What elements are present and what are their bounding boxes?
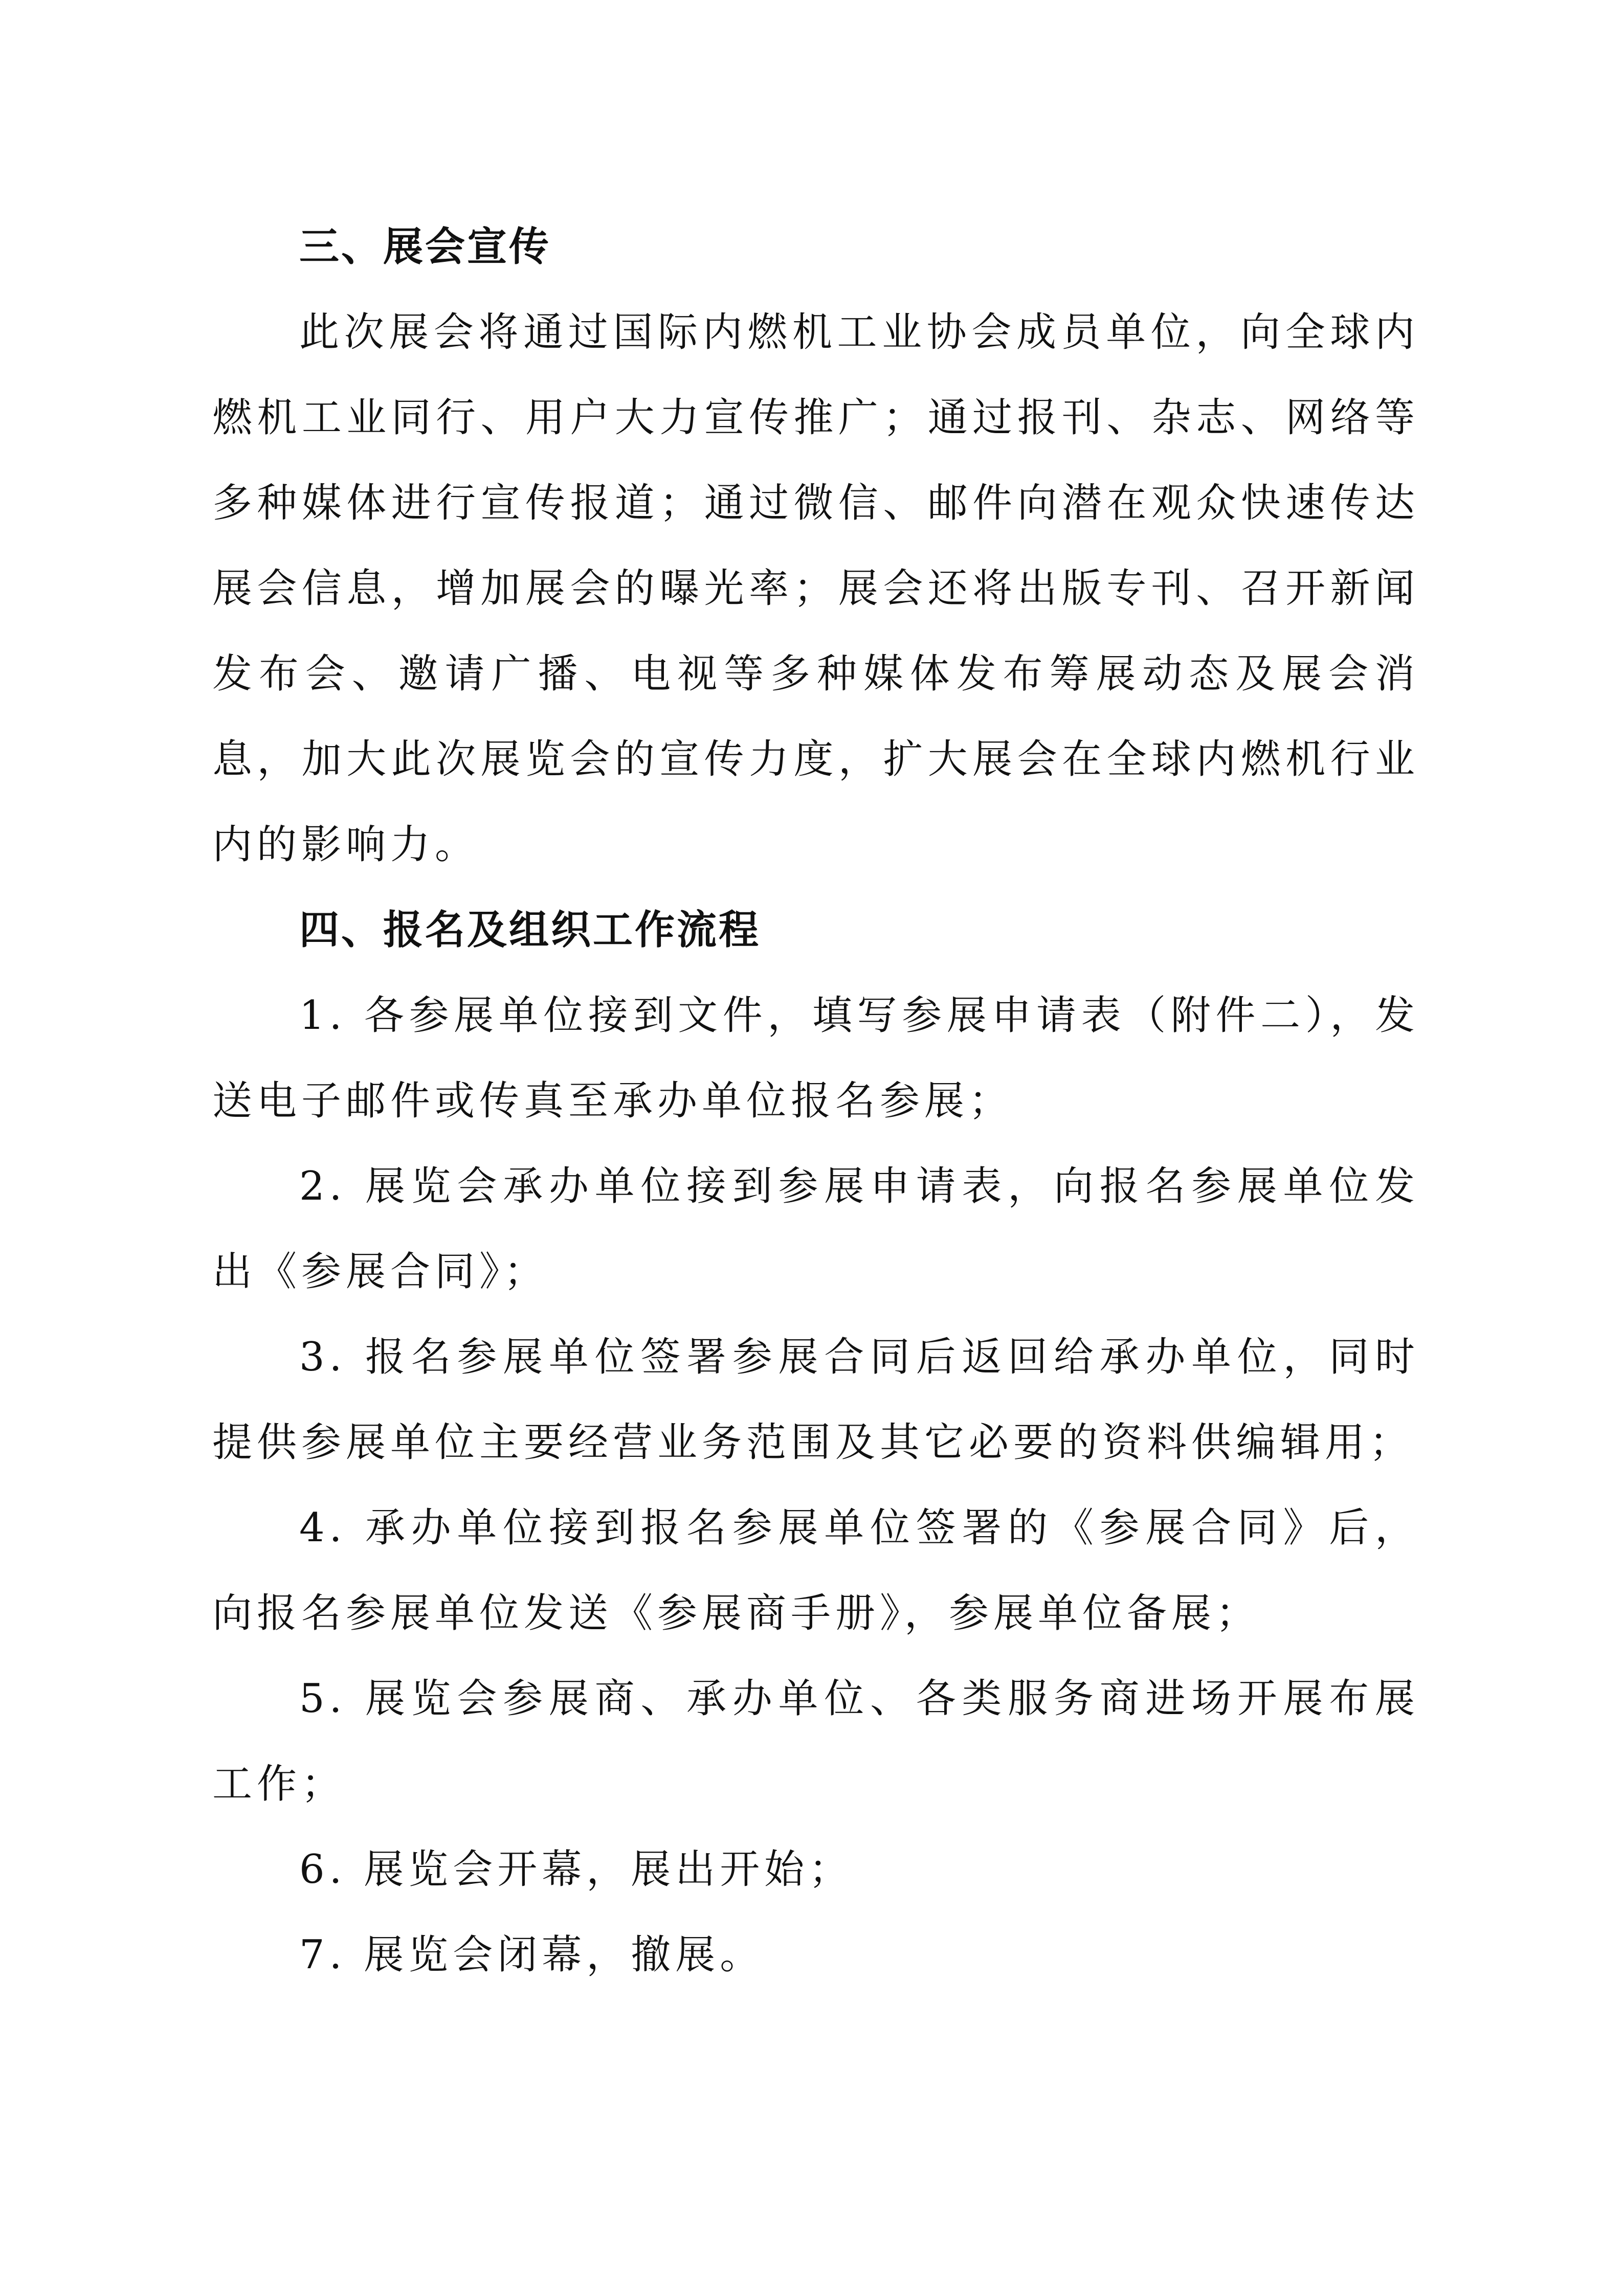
step-2: 2. 展览会承办单位接到参展申请表，向报名参展单位发出《参展合同》； xyxy=(212,1163,1419,1295)
step-6: 6. 展览会开幕，展出开始； xyxy=(299,1847,854,1893)
step-5: 5. 展览会参展商、承办单位、各类服务商进场开展布展工作； xyxy=(212,1676,1419,1807)
step-1: 1. 各参展单位接到文件，填写参展申请表（附件二），发送电子邮件或传真至承办单位报名参展； xyxy=(212,993,1419,1124)
section-4-heading: 四、报名及组织工作流程 xyxy=(299,907,761,953)
document-body xyxy=(212,205,1419,1998)
section-3-paragraph: 此次展会将通过国际内燃机工业协会成员单位，向全球内燃机工业同行、用户大力宣传推广；通过报刊、杂志、网络等多种媒体进行宣传报道；通过微信、邮件向潜在观众快速传达展会信息，增加展会的曝光率；展会还将出版专刊、召开新闻发布会、邀请广播、电视等多种媒体发布筹展动态及展会消息，加大此次展览会的宣传力度，扩大展会在全球内燃机行业内的影响力。 xyxy=(212,309,1419,868)
section-3-heading: 三、展会宣传 xyxy=(299,224,551,270)
step-7: 7. 展览会闭幕，撤展。 xyxy=(299,1932,765,1978)
step-4: 4. 承办单位接到报名参展单位签署的《参展合同》后，向报名参展单位发送《参展商手册》，参展单位备展； xyxy=(212,1505,1419,1636)
step-3: 3. 报名参展单位签署参展合同后返回给承办单位，同时提供参展单位主要经营业务范围及其它必要的资料供编辑用； xyxy=(212,1334,1419,1466)
